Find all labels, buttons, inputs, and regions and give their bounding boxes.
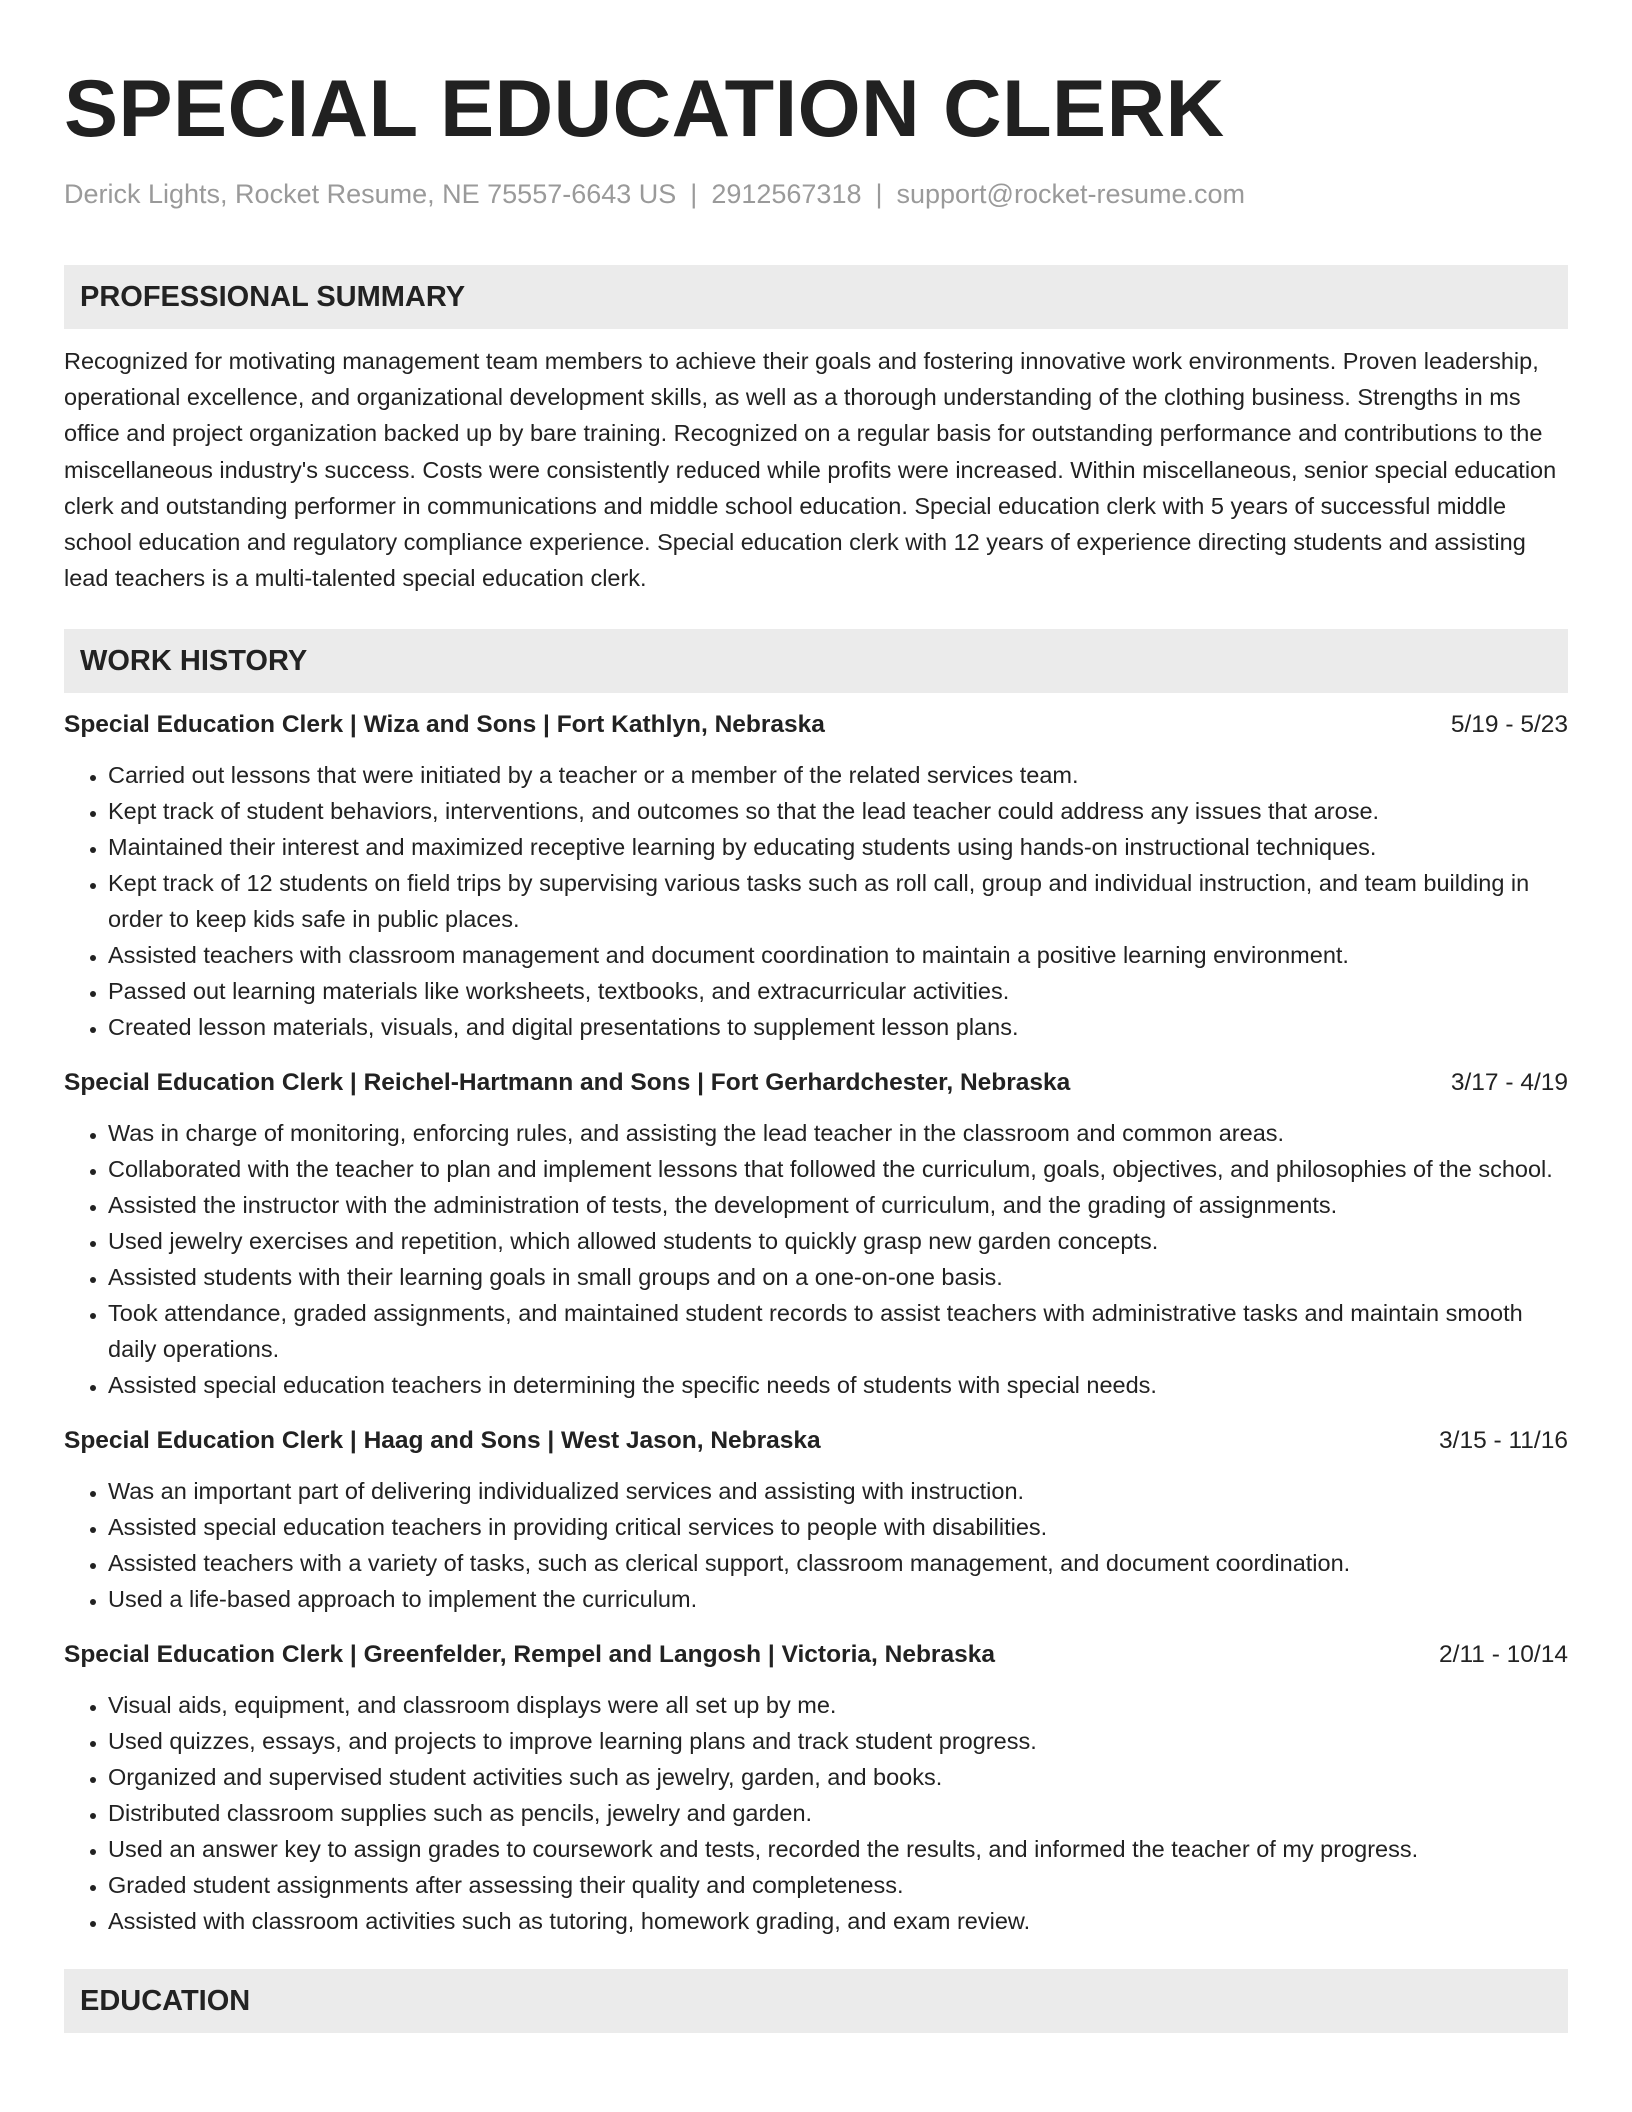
job-bullet: • Assisted students with their learning goals in small groups and on a one-on-one basis.	[108, 1259, 1568, 1295]
job-title: Special Education Clerk | Reichel-Hartmann and Sons | Fort Gerhardchester, Nebraska	[64, 1069, 1071, 1097]
job-bullet: • Was in charge of monitoring, enforcing rules, and assisting the lead teacher in the classroom and common areas.	[108, 1115, 1568, 1151]
job-list	[64, 707, 1568, 1939]
job-bullet: • Maintained their interest and maximized receptive learning by educating students using hands-on instructional techniques.	[108, 829, 1568, 865]
job-bullet: • Visual aids, equipment, and classroom displays were all set up by me.	[108, 1687, 1568, 1723]
job-entry	[64, 1423, 1568, 1617]
job-header	[64, 1423, 1568, 1459]
resume-name: SPECIAL EDUCATION CLERK	[64, 64, 1225, 154]
job-title: Special Education Clerk | Haag and Sons | West Jason, Nebraska	[64, 1427, 821, 1455]
job-title: Special Education Clerk | Wiza and Sons | Fort Kathlyn, Nebraska	[64, 711, 825, 739]
job-header	[64, 1065, 1568, 1101]
job-bullet: • Used jewelry exercises and repetition, which allowed students to quickly grasp new garden concepts.	[108, 1223, 1568, 1259]
job-entry	[64, 707, 1568, 1045]
job-bullet: • Assisted special education teachers in determining the specific needs of students with special needs.	[108, 1367, 1568, 1403]
contact-email: support@rocket-resume.com	[896, 179, 1246, 209]
job-bullets	[64, 1473, 1568, 1617]
contact-line	[64, 176, 1568, 212]
education-heading: EDUCATION	[64, 1969, 1568, 2033]
job-dates: 3/17 - 4/19	[1450, 1069, 1568, 1097]
job-entry	[64, 1065, 1568, 1403]
job-bullet: • Graded student assignments after assessing their quality and completeness.	[108, 1867, 1568, 1903]
job-bullet: • Distributed classroom supplies such as pencils, jewelry and garden.	[108, 1795, 1568, 1831]
job-dates: 2/11 - 10/14	[1439, 1641, 1568, 1669]
job-bullet: • Passed out learning materials like worksheets, textbooks, and extracurricular activities.	[108, 973, 1568, 1009]
job-bullet: • Assisted teachers with classroom management and document coordination to maintain a positive learning environment.	[108, 937, 1568, 973]
summary-text: Recognized for motivating management team members to achieve their goals and fostering innovative work environments. Proven leadership, operational excellence, and organizational development skills, as well as a thorough understanding of the clothing business. Strengths in ms office and project organization backed up by bare training. Recognized on a regular basis for outstanding performance and contributions to the miscellaneous industry's success. Costs were consistently reduced while profits were increased. Within miscellaneous, senior special education clerk and outstanding performer in communications and middle school education. Special education clerk with 5 years of successful middle school education and regulatory compliance experience. Special education clerk with 12 years of experience directing students and assisting lead teachers is a multi-talented special education clerk.	[64, 348, 1557, 592]
job-dates: 3/15 - 11/16	[1439, 1427, 1568, 1455]
job-bullet: • Carried out lessons that were initiated by a teacher or a member of the related services team.	[108, 757, 1568, 793]
contact-separator: |	[875, 179, 883, 209]
job-bullet: • Used a life-based approach to implement the curriculum.	[108, 1581, 1568, 1617]
job-bullet: • Used quizzes, essays, and projects to improve learning plans and track student progress.	[108, 1723, 1568, 1759]
job-header	[64, 1637, 1568, 1673]
contact-address: Derick Lights, Rocket Resume, NE 75557-6643 US	[64, 179, 677, 209]
job-bullets	[64, 757, 1568, 1045]
job-bullets	[64, 1687, 1568, 1939]
job-bullet: • Assisted the instructor with the administration of tests, the development of curriculum, and the grading of assignments.	[108, 1187, 1568, 1223]
job-bullets	[64, 1115, 1568, 1403]
job-header	[64, 707, 1568, 743]
job-bullet: • Created lesson materials, visuals, and digital presentations to supplement lesson plans.	[108, 1009, 1568, 1045]
work-history-heading: WORK HISTORY	[64, 629, 1568, 693]
job-bullet: • Organized and supervised student activities such as jewelry, garden, and books.	[108, 1759, 1568, 1795]
job-bullet: • Kept track of student behaviors, interventions, and outcomes so that the lead teacher could address any issues that arose.	[108, 793, 1568, 829]
job-title: Special Education Clerk | Greenfelder, Rempel and Langosh | Victoria, Nebraska	[64, 1641, 995, 1669]
contact-phone: 2912567318	[711, 179, 862, 209]
job-bullet: • Collaborated with the teacher to plan and implement lessons that followed the curriculum, goals, objectives, and philosophies of the school.	[108, 1151, 1568, 1187]
job-bullet: • Was an important part of delivering individualized services and assisting with instruction.	[108, 1473, 1568, 1509]
job-dates: 5/19 - 5/23	[1450, 711, 1568, 739]
contact-separator: |	[690, 179, 698, 209]
job-bullet: • Assisted special education teachers in providing critical services to people with disabilities.	[108, 1509, 1568, 1545]
job-bullet: • Kept track of 12 students on field trips by supervising various tasks such as roll call, group and individual instruction, and team building in order to keep kids safe in public places.	[108, 865, 1568, 937]
summary-heading: PROFESSIONAL SUMMARY	[64, 265, 1568, 329]
job-bullet: • Assisted teachers with a variety of tasks, such as clerical support, classroom management, and document coordination.	[108, 1545, 1568, 1581]
job-bullet: • Took attendance, graded assignments, and maintained student records to assist teachers with administrative tasks and maintain smooth daily operations.	[108, 1295, 1568, 1367]
job-bullet: • Assisted with classroom activities such as tutoring, homework grading, and exam review.	[108, 1903, 1568, 1939]
job-entry	[64, 1637, 1568, 1939]
job-bullet: • Used an answer key to assign grades to coursework and tests, recorded the results, and informed the teacher of my progress.	[108, 1831, 1568, 1867]
